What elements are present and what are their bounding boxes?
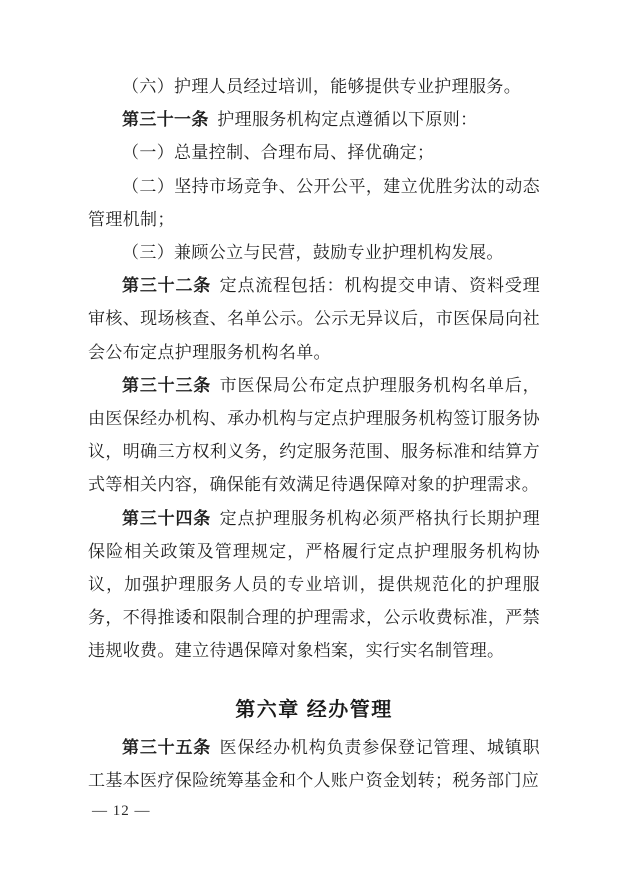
article-number: 第三十五条 — [122, 737, 212, 757]
paragraph: 第三十二条 定点流程包括：机构提交申请、资料受理审核、现场核查、名单公示。公示无异议后，市医保局向社会公布定点护理服务机构名单。 — [88, 276, 540, 362]
article-number: 第三十四条 — [122, 508, 212, 528]
article-number: 第三十三条 — [122, 375, 212, 395]
paragraph: （三）兼顾公立与民营，鼓励专业护理机构发展。 — [122, 243, 504, 263]
paragraph: （二）坚持市场竞争、公开公平，建立优胜劣汰的动态管理机制； — [88, 176, 540, 229]
page-number: — 12 — — [92, 803, 151, 819]
paragraph: （一）总量控制、合理布局、择优确定； — [122, 143, 435, 163]
paragraph: 第三十五条 医保经办机构负责参保登记管理、城镇职工基本医疗保险统筹基金和个人账户资金划转；税务部门应 — [88, 737, 540, 791]
paragraph: 第三十一条 护理服务机构定点遵循以下原则： — [122, 110, 478, 130]
article-number: 第三十二条 — [122, 276, 212, 296]
document-body — [88, 70, 540, 797]
chapter-heading: 第六章 经办管理 — [235, 698, 393, 721]
paragraph: 第三十四条 定点护理服务机构必须严格执行长期护理保险相关政策及管理规定，严格履行定点护理服务机构协议，加强护理服务人员的专业培训，提供规范化的护理服务，不得推诿和限制合理的护理需求，公示收费标准，严禁违规收费。建立待遇保障对象档案，实行实名制管理。 — [88, 508, 540, 661]
article-number: 第三十一条 — [122, 110, 209, 130]
paragraph: 第三十三条 市医保局公布定点护理服务机构名单后，由医保经办机构、承办机构与定点护理服务机构签订服务协议，明确三方权利义务，约定服务范围、服务标准和结算方式等相关内容，确保能有效满足待遇保障对象的护理需求。 — [88, 375, 540, 495]
paragraph: （六）护理人员经过培训，能够提供专业护理服务。 — [122, 77, 522, 96]
